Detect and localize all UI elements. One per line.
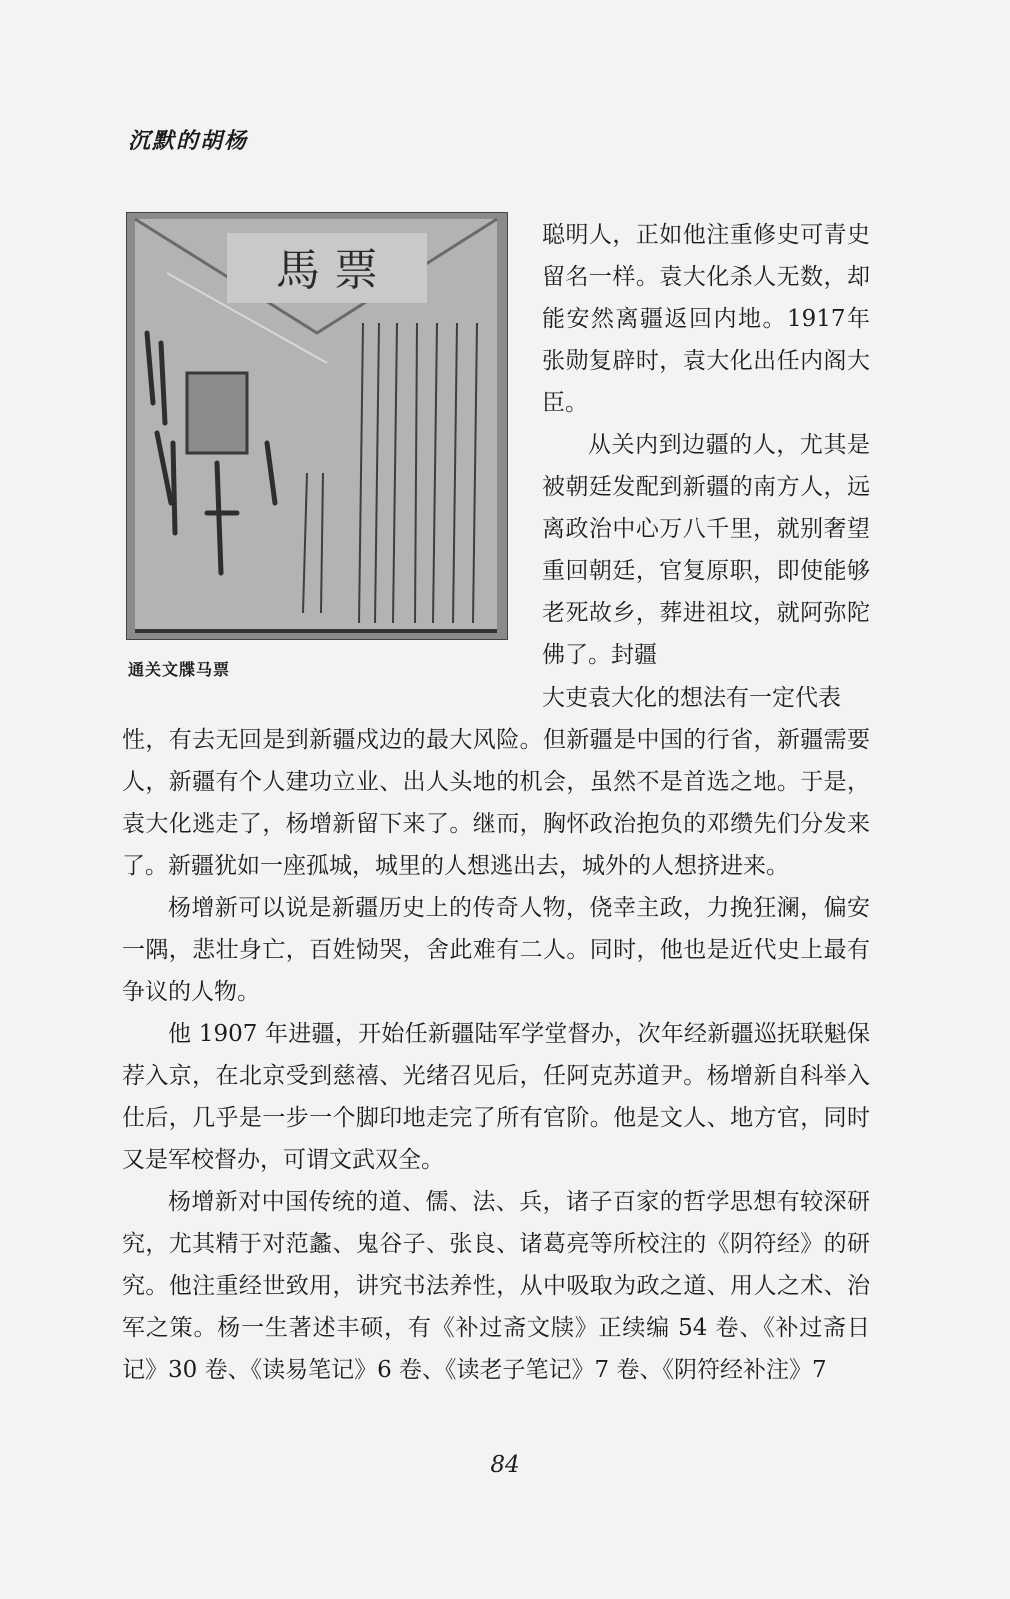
side-paragraph-1: 聪明人，正如他注重修史可青史留名一样。袁大化杀人无数，却能安然离疆返回内地。1917年张勋复辟时，袁大化出任内阁大臣。	[542, 222, 870, 416]
page-number: 84	[490, 1452, 520, 1478]
main-column	[122, 719, 870, 1391]
main-paragraph-2: 杨增新可以说是新疆历史上的传奇人物，侥幸主政，力挽狂澜，偏安一隅，悲壮身亡，百姓恸哭，舍此难有二人。同时，他也是近代史上最有争议的人物。	[122, 895, 870, 1005]
main-paragraph-3: 他 1907 年进疆，开始任新疆陆军学堂督办，次年经新疆巡抚联魁保荐入京，在北京受到慈禧、光绪召见后，任阿克苏道尹。杨增新自科举入仕后，几乎是一步一个脚印地走完了所有官阶。他是文人、地方官，同时又是军校督办，可谓文武双全。	[122, 1021, 870, 1173]
figure-caption: 通关文牒马票	[128, 660, 231, 679]
side-paragraph-2: 从关内到边疆的人，尤其是被朝廷发配到新疆的南方人，远离政治中心万八千里，就别奢望重回朝廷，官复原职，即使能够老死故乡，葬进祖坟，就阿弥陀佛了。封疆	[542, 432, 870, 668]
horse-pass-photo	[126, 212, 508, 640]
side-column-tail: 大吏袁大化的想法有一定代表	[542, 685, 841, 711]
side-column	[542, 214, 870, 676]
running-head: 沉默的胡杨	[128, 128, 249, 154]
main-paragraph-4: 杨增新对中国传统的道、儒、法、兵，诸子百家的哲学思想有较深研究，尤其精于对范蠡、鬼谷子、张良、诸葛亮等所校注的《阴符经》的研究。他注重经世致用，讲究书法养性，从中吸取为政之道、用人之术、治军之策。杨一生著述丰硕，有《补过斋文牍》正续编 54 卷、《补过斋日记》30 卷、《读易笔记》6 卷、《读老子笔记》7 卷、《阴符经补注》7	[122, 1189, 870, 1383]
main-paragraph-1: 性，有去无回是到新疆戍边的最大风险。但新疆是中国的行省，新疆需要人，新疆有个人建功立业、出人头地的机会，虽然不是首选之地。于是，袁大化逃走了，杨增新留下来了。继而，胸怀政治抱负的邓缵先们分发来了。新疆犹如一座孤城，城里的人想逃出去，城外的人想挤进来。	[122, 727, 870, 879]
horse-pass-document-image	[127, 213, 507, 639]
stamp-heading: 馬 票	[276, 245, 378, 296]
